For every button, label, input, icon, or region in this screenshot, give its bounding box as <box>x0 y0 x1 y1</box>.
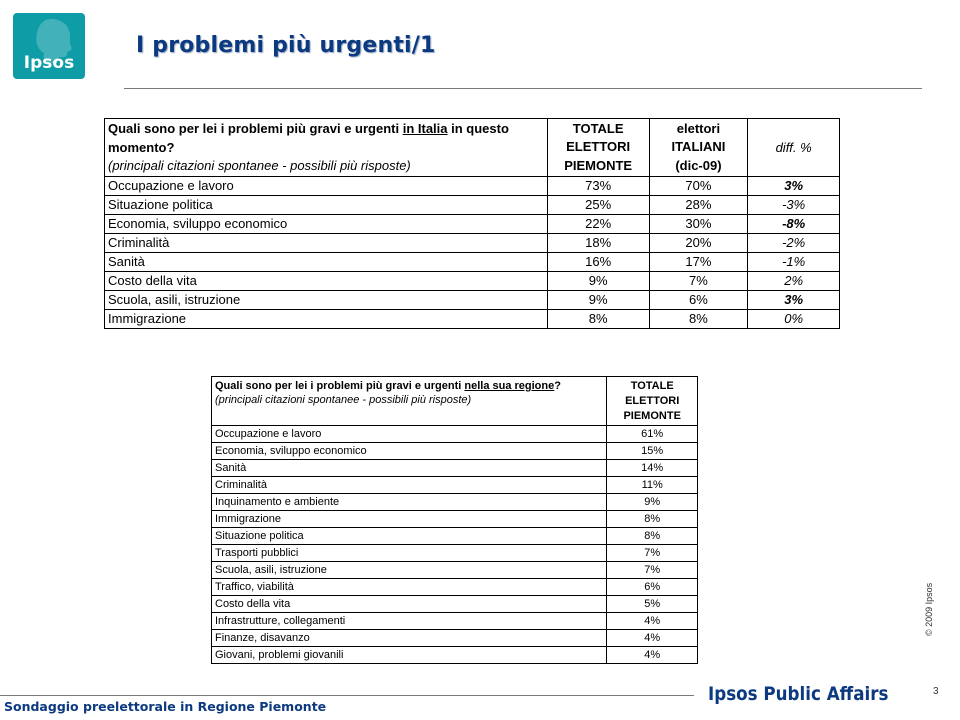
table-header-row <box>212 377 698 426</box>
value-italiani: 7% <box>649 271 748 290</box>
row-label: Occupazione e lavoro <box>212 426 607 443</box>
value-diff: 3% <box>748 290 840 309</box>
row-label: Costo della vita <box>212 596 607 613</box>
value-diff: 3% <box>748 176 840 195</box>
value-piemonte: 5% <box>607 596 698 613</box>
value-piemonte: 18% <box>547 233 649 252</box>
table-row <box>212 443 698 460</box>
table-row <box>105 271 840 290</box>
value-italiani: 70% <box>649 176 748 195</box>
question-cell <box>105 119 548 177</box>
row-label: Scuola, asili, istruzione <box>212 562 607 579</box>
row-label: Finanze, disavanzo <box>212 630 607 647</box>
region-problems-table <box>211 376 698 664</box>
value-diff: -2% <box>748 233 840 252</box>
table-row <box>105 290 840 309</box>
italy-problems-table <box>104 118 840 329</box>
table-row <box>105 233 840 252</box>
value-piemonte: 25% <box>547 195 649 214</box>
value-piemonte: 6% <box>607 579 698 596</box>
table-row <box>212 511 698 528</box>
value-piemonte: 16% <box>547 252 649 271</box>
column-header-diff: diff. % <box>748 119 840 177</box>
table-row <box>212 579 698 596</box>
row-label: Immigrazione <box>105 309 548 328</box>
value-piemonte: 9% <box>547 290 649 309</box>
value-piemonte: 7% <box>607 545 698 562</box>
row-label: Sanità <box>105 252 548 271</box>
value-diff: -8% <box>748 214 840 233</box>
row-label: Criminalità <box>212 477 607 494</box>
table-row <box>212 613 698 630</box>
value-diff: 2% <box>748 271 840 290</box>
table-row <box>212 630 698 647</box>
column-header-totale: TOTALE ELETTORI PIEMONTE <box>547 119 649 177</box>
value-italiani: 6% <box>649 290 748 309</box>
row-label: Situazione politica <box>105 195 548 214</box>
value-piemonte: 4% <box>607 613 698 630</box>
value-piemonte: 8% <box>607 511 698 528</box>
question-note: (principali citazioni spontanee - possibili più risposte) <box>108 158 411 173</box>
value-piemonte: 73% <box>547 176 649 195</box>
copyright-text: © 2009 Ipsos <box>924 582 934 636</box>
table-row <box>212 426 698 443</box>
table-row <box>105 195 840 214</box>
question-cell <box>212 377 607 426</box>
value-piemonte: 15% <box>607 443 698 460</box>
value-italiani: 30% <box>649 214 748 233</box>
value-piemonte: 4% <box>607 630 698 647</box>
question-text-end: in questo <box>447 121 509 136</box>
table-row <box>212 460 698 477</box>
question-underlined: in Italia <box>402 121 448 136</box>
table-row <box>212 596 698 613</box>
value-piemonte: 61% <box>607 426 698 443</box>
row-label: Inquinamento e ambiente <box>212 494 607 511</box>
table-row <box>105 252 840 271</box>
value-piemonte: 9% <box>607 494 698 511</box>
row-label: Scuola, asili, istruzione <box>105 290 548 309</box>
table-row <box>105 214 840 233</box>
value-piemonte: 22% <box>547 214 649 233</box>
value-italiani: 17% <box>649 252 748 271</box>
value-italiani: 20% <box>649 233 748 252</box>
table-row <box>212 477 698 494</box>
title-divider <box>124 88 922 89</box>
table-row <box>212 647 698 664</box>
row-label: Economia, sviluppo economico <box>212 443 607 460</box>
column-header-totale: TOTALE ELETTORI PIEMONTE <box>607 377 698 426</box>
value-piemonte: 9% <box>547 271 649 290</box>
page-number: 3 <box>933 686 939 697</box>
page-title: I problemi più urgenti/1 <box>136 33 436 58</box>
row-label: Sanità <box>212 460 607 477</box>
footer-title: Sondaggio preelettorale in Regione Piemonte <box>4 699 327 714</box>
row-label: Occupazione e lavoro <box>105 176 548 195</box>
value-diff: 0% <box>748 309 840 328</box>
question-line2: momento? <box>108 139 175 155</box>
footer-divider <box>0 695 694 696</box>
column-header-italiani: elettori ITALIANI (dic-09) <box>649 119 748 177</box>
brand-name: Ipsos Public Affairs <box>708 683 889 705</box>
value-piemonte: 14% <box>607 460 698 477</box>
value-diff: -3% <box>748 195 840 214</box>
table-row <box>105 309 840 328</box>
row-label: Immigrazione <box>212 511 607 528</box>
row-label: Infrastrutture, collegamenti <box>212 613 607 630</box>
question-note: (principali citazioni spontanee - possibili più risposte) <box>215 394 472 406</box>
table-row <box>105 176 840 195</box>
value-piemonte: 8% <box>607 528 698 545</box>
value-piemonte: 7% <box>607 562 698 579</box>
table-row <box>212 545 698 562</box>
row-label: Economia, sviluppo economico <box>105 214 548 233</box>
logo-text: Ipsos <box>23 53 75 73</box>
question-underlined: nella sua regione <box>464 380 555 392</box>
table-row <box>212 562 698 579</box>
value-italiani: 8% <box>649 309 748 328</box>
value-piemonte: 11% <box>607 477 698 494</box>
row-label: Situazione politica <box>212 528 607 545</box>
value-piemonte: 4% <box>607 647 698 664</box>
question-text: Quali sono per lei i problemi più gravi e urgenti <box>215 380 465 392</box>
value-italiani: 28% <box>649 195 748 214</box>
value-diff: -1% <box>748 252 840 271</box>
ipsos-logo <box>13 13 85 79</box>
row-label: Giovani, problemi giovanili <box>212 647 607 664</box>
row-label: Traffico, viabilità <box>212 579 607 596</box>
table-row <box>212 528 698 545</box>
question-text-end: ? <box>554 380 561 392</box>
table-row <box>212 494 698 511</box>
value-piemonte: 8% <box>547 309 649 328</box>
table-header-row <box>105 119 840 177</box>
row-label: Costo della vita <box>105 271 548 290</box>
row-label: Criminalità <box>105 233 548 252</box>
row-label: Trasporti pubblici <box>212 545 607 562</box>
question-text: Quali sono per lei i problemi più gravi e urgenti <box>108 121 403 136</box>
